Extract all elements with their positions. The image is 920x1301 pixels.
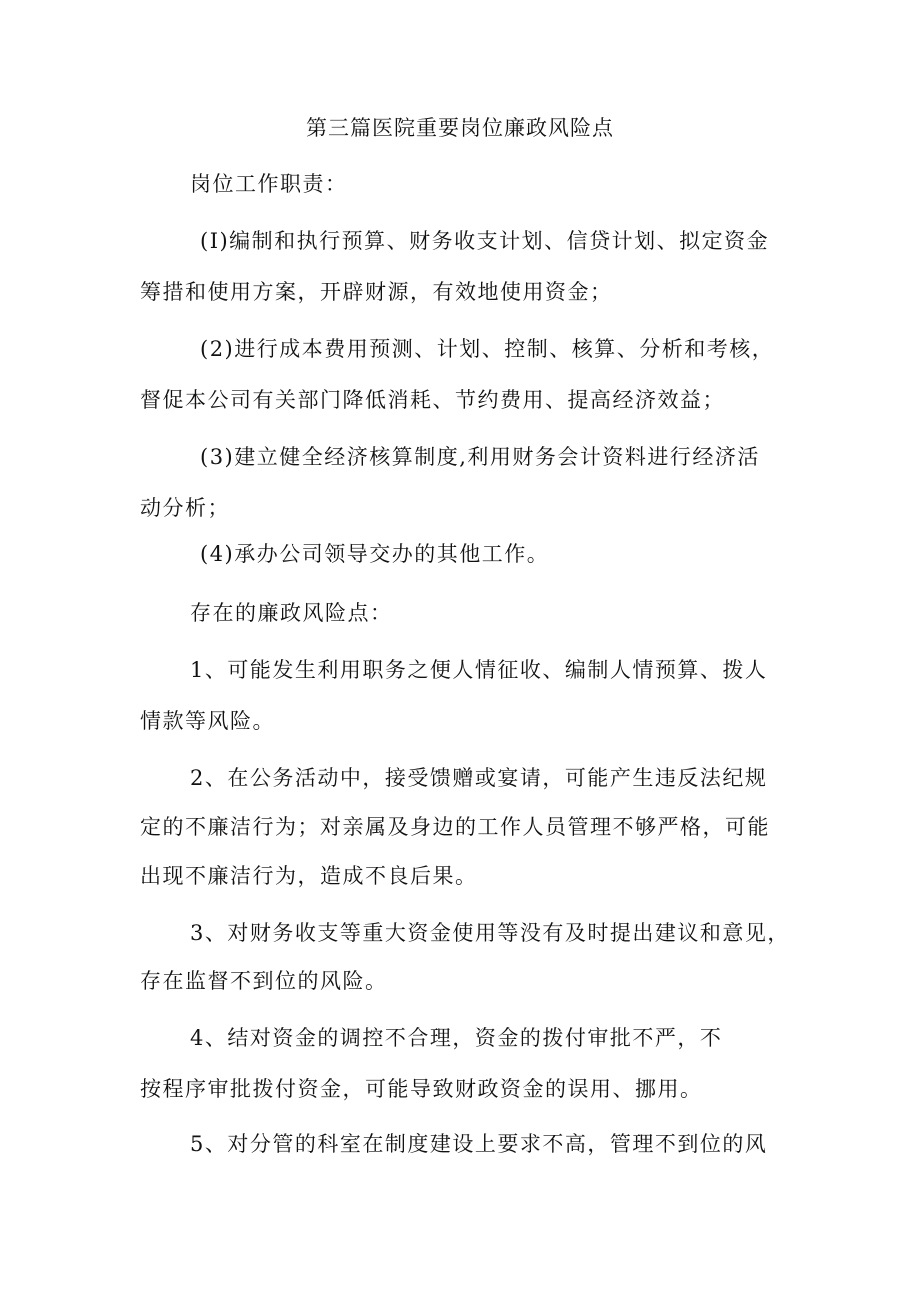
duty-1-line-1: (I)编制和执行预算、财务收支计划、信贷计划、拟定资金 [200, 229, 770, 253]
duties-heading: 岗位工作职责： [190, 172, 348, 196]
duty-2-line-1: (2)进行成本费用预测、计划、控制、核算、分析和考核， [200, 337, 775, 361]
duty-4-line-1: (4)承办公司领导交办的其他工作。 [200, 542, 550, 566]
duty-3-line-1: (3)建立健全经济核算制度,利用财务会计资料进行经济活 [200, 445, 760, 469]
duty-2-line-2: 督促本公司有关部门降低消耗、节约费用、提高经济效益； [140, 388, 725, 412]
duty-3-line-2: 动分析； [140, 496, 230, 520]
risk-1-line-1: 1、可能发生利用职务之便人情征收、编制人情预算、拨人 [190, 658, 768, 682]
risk-3-line-1: 3、对财务收支等重大资金使用等没有及时提出建议和意见， [190, 921, 790, 945]
risk-4-line-1: 4、结对资金的调控不合理，资金的拨付审批不严，不 [190, 1026, 723, 1050]
risk-2-line-1: 2、在公务活动中，接受馈赠或宴请，可能产生违反法纪规 [190, 766, 768, 790]
document-title: 第三篇医院重要岗位廉政风险点 [306, 116, 614, 140]
risks-heading: 存在的廉政风险点： [190, 601, 393, 625]
risk-3-line-2: 存在监督不到位的风险。 [140, 969, 388, 993]
risk-2-line-2: 定的不廉洁行为；对亲属及身边的工作人员管理不够严格，可能 [140, 815, 770, 839]
risk-2-line-3: 出现不廉洁行为，造成不良后果。 [140, 864, 478, 888]
risk-4-line-2: 按程序审批拨付资金，可能导致财政资金的误用、挪用。 [140, 1077, 703, 1101]
risk-5-line-1: 5、对分管的科室在制度建设上要求不高，管理不到位的风 [190, 1132, 768, 1156]
duty-1-line-2: 筹措和使用方案，开辟财源，有效地使用资金； [140, 280, 613, 304]
risk-1-line-2: 情款等风险。 [140, 709, 275, 733]
